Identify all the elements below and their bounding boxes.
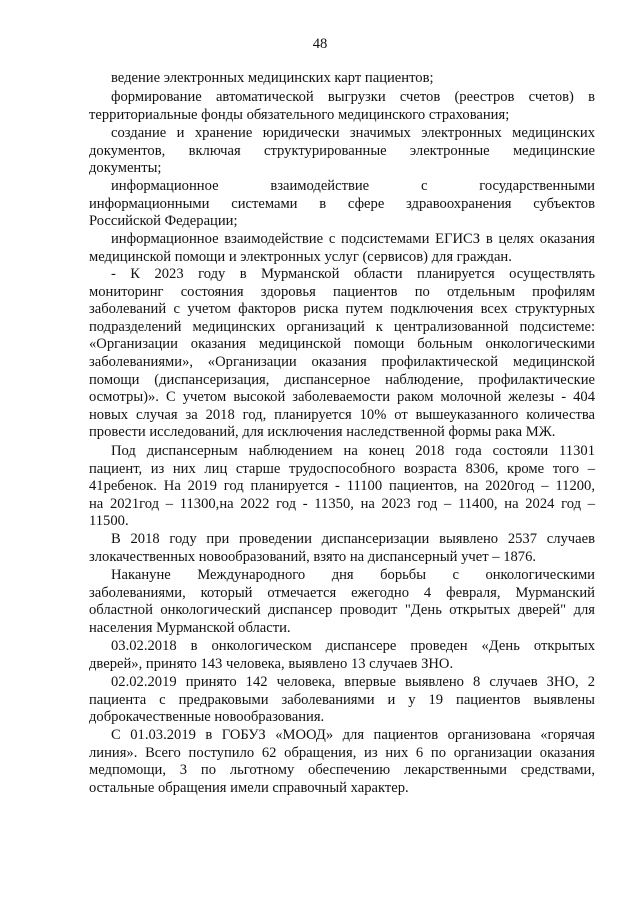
- text-line: мониторинг состояния здоровья пациентов по отдельным профилям: [89, 283, 595, 300]
- paragraph: [89, 178, 595, 231]
- text-line: формирование автоматической выгрузки счетов (реестров счетов) в: [111, 89, 595, 105]
- text-line: доброкачественные новообразования.: [89, 709, 325, 726]
- text-line: злокачественных новообразований, взято на диспансерный учет – 1876.: [89, 548, 537, 565]
- text-line: 11500.: [89, 513, 129, 530]
- text-line: ведение электронных медицинских карт пациентов;: [111, 70, 434, 86]
- paragraph: [89, 266, 595, 442]
- text-line: Под диспансерным наблюдением на конец 2018 года состояли 11301: [111, 443, 595, 459]
- text-line: населения Мурманской области.: [89, 619, 291, 636]
- text-line: медпомощи, 3 по льготному обеспечению лекарственными средствами,: [89, 762, 595, 779]
- text-line: пациент, из них лиц старше трудоспособного возраста 8306, кроме того –: [89, 460, 595, 477]
- paragraph: [89, 231, 595, 266]
- text-line: С 01.03.2019 в ГОБУЗ «МООД» для пациентов организована «горячая: [111, 727, 595, 743]
- text-line: дверей», принято 143 человека, выявлено 13 случаев ЗНО.: [89, 655, 454, 672]
- text-line: 03.02.2018 в онкологическом диспансере проведен «День открытых: [111, 638, 595, 654]
- text-line: - К 2023 году в Мурманской области планируется осуществлять: [111, 266, 595, 282]
- text-line: информационное взаимодействие с государственными: [111, 178, 595, 194]
- paragraph: [89, 443, 595, 531]
- paragraph: [89, 70, 595, 88]
- text-line: провести исследований, для исключения наследственной формы рака МЖ.: [89, 424, 556, 441]
- text-line: заболеваний с учетом факторов риска путем подключения всех структурных: [89, 301, 595, 318]
- text-line: заболеваниями», «Организации оказания профилактической медицинской: [89, 353, 595, 370]
- paragraph: [89, 674, 595, 727]
- text-line: областной онкологический диспансер проводит "День открытых дверей" для: [89, 602, 595, 619]
- text-line: осмотры)». С учетом высокой заболеваемости раком молочной железы - 404: [89, 389, 595, 406]
- text-line: 41ребенок. На 2019 год планируется - 11100 пациентов, на 2020год – 11200,: [89, 478, 595, 495]
- text-line: на 2021год – 11300,на 2022 год - 11350, на 2023 год – 11400, на 2024 год –: [89, 495, 595, 512]
- text-line: 02.02.2019 принято 142 человека, впервые выявлено 8 случаев ЗНО, 2: [111, 674, 595, 690]
- text-line: медицинской помощи и электронных услуг (сервисов) для граждан.: [89, 248, 512, 265]
- text-line: Российской Федерации;: [89, 213, 238, 230]
- text-line: В 2018 году при проведении диспансеризации выявлено 2537 случаев: [111, 531, 595, 547]
- text-line: новых случая за 2018 год, планируется 10% от вышеуказанного количества: [89, 406, 595, 423]
- paragraph: [89, 727, 595, 797]
- text-line: «Организации оказания медицинской помощи больным онкологическими: [89, 336, 595, 353]
- text-line: заболеваниями, который отмечается ежегодно 4 февраля, Мурманский: [89, 584, 595, 601]
- text-line: документов, включая структурированные электронные медицинские: [89, 142, 595, 159]
- text-line: информационными системами в сфере здравоохранения субъектов: [89, 195, 595, 212]
- page-number: 48: [312, 36, 328, 52]
- text-line: остальные обращения имели справочный характер.: [89, 779, 409, 796]
- paragraph: [89, 531, 595, 566]
- text-line: помощи (диспансеризация, диспансерное наблюдение, профилактические: [89, 371, 595, 388]
- text-line: территориальные фонды обязательного медицинского страхования;: [89, 106, 510, 123]
- text-line: подразделений медицинских организаций к централизованной подсистеме:: [89, 318, 595, 335]
- text-line: документы;: [89, 160, 162, 177]
- paragraph: [89, 125, 595, 178]
- text-line: создание и хранение юридически значимых электронных медицинских: [111, 125, 595, 141]
- paragraph: [89, 638, 595, 673]
- text-line: информационное взаимодействие с подсистемами ЕГИСЗ в целях оказания: [111, 231, 595, 247]
- text-line: линия». Всего поступило 62 обращения, из них 6 по организации оказания: [89, 744, 595, 761]
- paragraph: [89, 89, 595, 124]
- text-line: пациента с предраковыми заболеваниями и у 19 пациентов выявлены: [89, 691, 595, 708]
- paragraph: [89, 567, 595, 637]
- text-line: Накануне Международного дня борьбы с онкологическими: [111, 567, 595, 583]
